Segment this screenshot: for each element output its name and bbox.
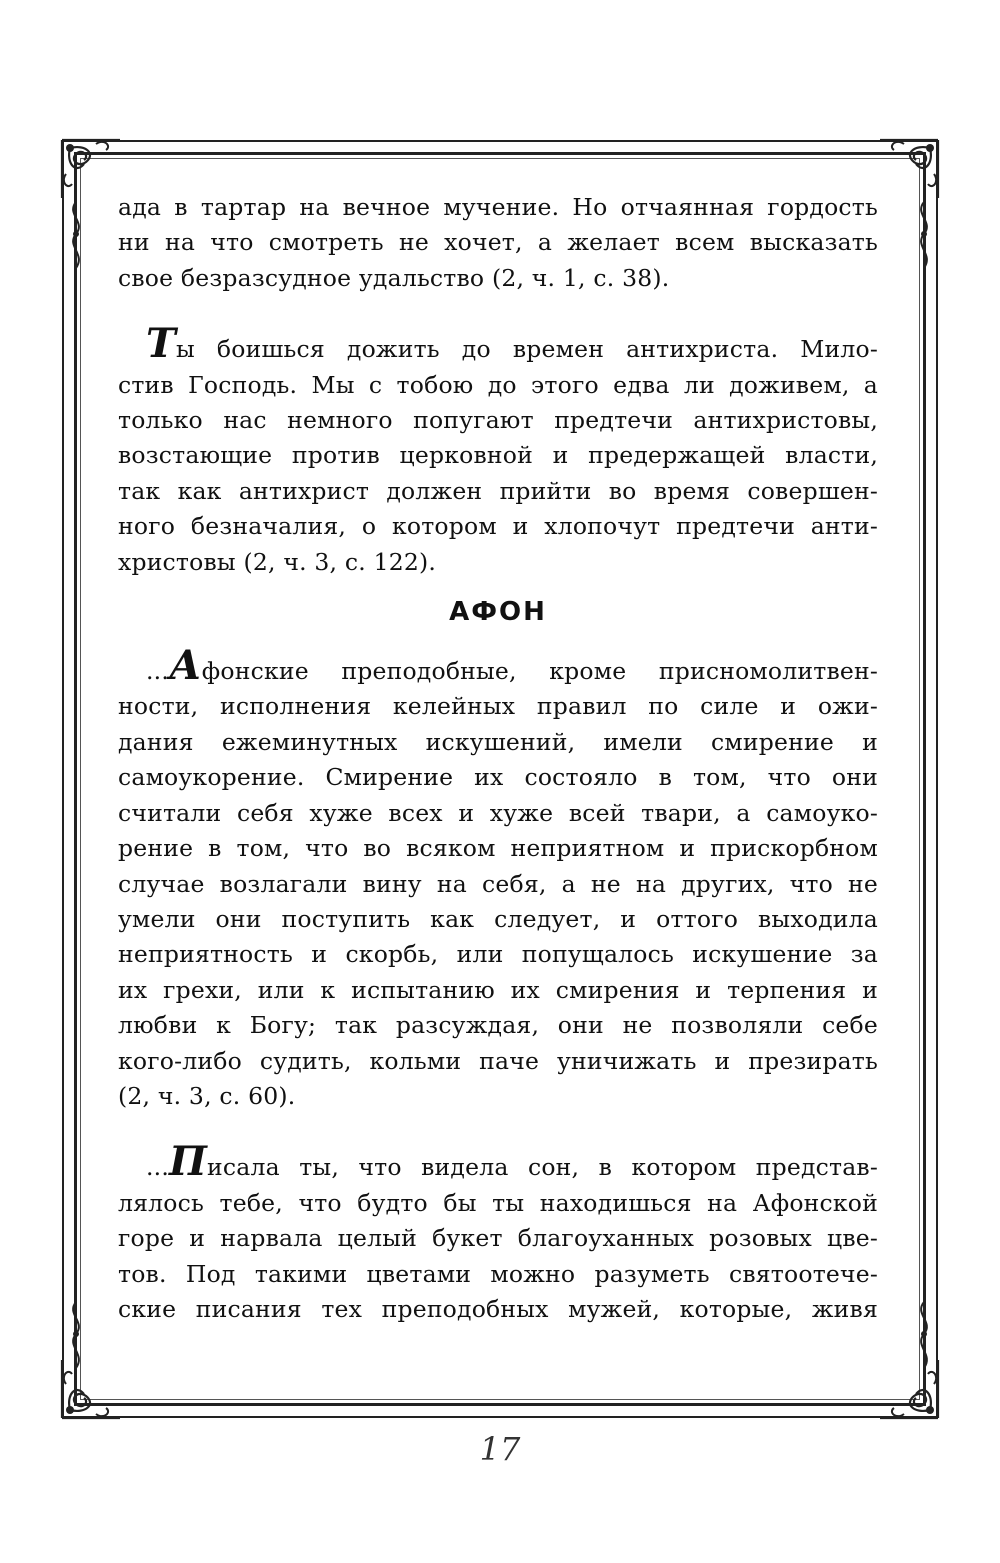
text-line: умели они поступить как следует, и оттого выходила xyxy=(118,904,878,933)
text-line: считали себя хуже всех и хуже всей твари, а самоуко- xyxy=(118,798,878,827)
text-line: любви к Богу; так разсуждая, они не позволяли себе xyxy=(118,1011,878,1040)
text-line: возстающие против церковной и предержащей власти, xyxy=(118,441,878,470)
text-line: только нас немного попугают предтечи антихристовы, xyxy=(118,406,878,435)
text-line: самоукорение. Смирение их состояло в том, что они xyxy=(118,763,878,792)
text-line: лялось тебе, что будто бы ты находишься на Афонской xyxy=(118,1188,878,1217)
page-number: 17 xyxy=(479,1430,521,1468)
text-line: кого-либо судить, кольми паче уничижать и презирать xyxy=(118,1046,878,1075)
text-line: ада в тартар на вечное мучение. Но отчаянная гордость xyxy=(118,193,878,221)
text-line: стив Господь. Мы с тобою до этого едва ли доживем, а xyxy=(118,370,878,399)
paragraph-2 xyxy=(118,320,878,580)
paragraph-1 xyxy=(118,190,878,296)
paragraph-3 xyxy=(118,642,878,1114)
side-ornament-right-bottom xyxy=(912,1300,936,1370)
text-line-first xyxy=(118,320,878,368)
text-line: свое безразсудное удальство (2, ч. 1, с. 38). xyxy=(118,263,670,292)
text-line: дания ежеминутных искушений, имели смирение и xyxy=(118,727,878,756)
text-line: так как антихрист должен прийти во время совершен- xyxy=(118,476,878,505)
side-ornament-left-top xyxy=(64,200,88,270)
text-line: (2, ч. 3, с. 60). xyxy=(118,1081,296,1110)
text-line-rest: исала ты, что видела сон, в котором представ- xyxy=(207,1153,878,1182)
text-line: рение в том, что во всяком неприятном и прискорбном xyxy=(118,834,878,863)
text-line: тов. Под такими цветами можно разуметь святоотече- xyxy=(118,1259,878,1288)
ellipsis-prefix: ... xyxy=(146,657,170,686)
paragraph-4 xyxy=(118,1138,878,1327)
text-line-first xyxy=(118,1138,878,1186)
drop-cap: П xyxy=(169,1138,208,1186)
text-line: ности, исполнения келейных правил по силе и ожи- xyxy=(118,692,878,721)
corner-ornament-top-right xyxy=(874,134,944,204)
text-line-rest: фонские преподобные, кроме присномолитвен- xyxy=(201,657,878,686)
ellipsis-prefix: ... xyxy=(146,1153,170,1182)
section-heading: АФОН xyxy=(449,597,547,628)
text-line: ские писания тех преподобных мужей, которые, живя xyxy=(118,1294,878,1323)
drop-cap: А xyxy=(169,642,202,690)
text-line: случае возлагали вину на себя, а не на других, что не xyxy=(118,869,878,898)
text-line: их грехи, или к испытанию их смирения и терпения и xyxy=(118,975,878,1004)
text-line: горе и нарвала целый букет благоуханных розовых цве- xyxy=(118,1224,878,1253)
corner-ornament-top-left xyxy=(56,134,126,204)
text-line: неприятность и скорбь, или попущалось искушение за xyxy=(118,940,878,969)
text-line: ного безначалия, о котором и хлопочут предтечи анти- xyxy=(118,512,878,541)
text-line-first xyxy=(118,642,878,690)
side-ornament-left-bottom xyxy=(64,1300,88,1370)
text-line-rest: ы боишься дожить до времен антихриста. Мило- xyxy=(175,335,878,364)
text-line: христовы (2, ч. 3, с. 122). xyxy=(118,547,437,576)
drop-cap: Т xyxy=(146,320,176,368)
text-line: ни на что смотреть не хочет, а желает всем высказать xyxy=(118,228,878,257)
side-ornament-right-top xyxy=(912,200,936,270)
page-text xyxy=(118,190,878,1327)
